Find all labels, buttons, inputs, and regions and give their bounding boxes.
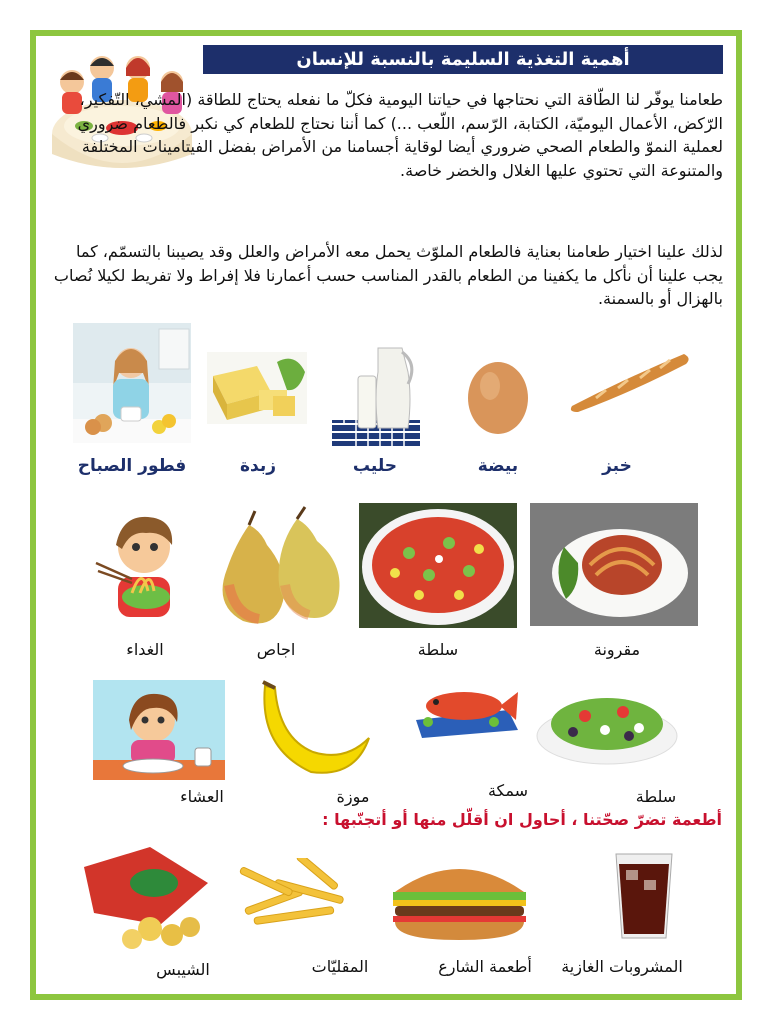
label-lunch: الغداء bbox=[126, 640, 164, 659]
label-breakfast: فطور الصباح bbox=[77, 456, 187, 476]
french-fries-photo bbox=[234, 858, 366, 930]
macaroni-plate-photo bbox=[530, 503, 698, 626]
egg-photo bbox=[464, 354, 532, 436]
page-title: أهمية التغذية السليمة بالنسبة للإنسان bbox=[203, 45, 723, 74]
intro-paragraph: طعامنا يوفّر لنا الطّاقة التي نحتاجها في حياتنا اليومية فكلّ ما نفعله يحتاج للطاقة (المشي، التّفكير، الرّكض، الأعمال اليوميّة، الكتابة، الرّسم، اللّعب ...) كما أننا نحتاج للطعام كي نكبر فالطعام ضروري لعملية النموّ والطعام الصحي ضروري أيضا لوقاية أجسامنا من الأمراض بفضل الفيتامينات المختلفة والمتنوعة التي تحتوي عليها الغلال والخضر خاصة. bbox=[77, 90, 723, 180]
label-macaroni: مقرونة bbox=[593, 640, 641, 659]
label-milk: حليب bbox=[352, 456, 398, 476]
label-butter: زبدة bbox=[239, 456, 277, 476]
label-street-food: أطعمة الشارع bbox=[438, 957, 532, 976]
chips-bag-illustration bbox=[80, 843, 215, 951]
breakfast-girl-photo bbox=[73, 323, 191, 443]
girl-eating-dinner-illustration bbox=[93, 680, 225, 780]
milk-photo bbox=[328, 338, 424, 450]
label-banana: موزة bbox=[336, 787, 370, 806]
label-fried-food: المقليّات bbox=[311, 957, 369, 976]
label-bread: خبز bbox=[602, 456, 632, 476]
label-pears: اجاص bbox=[256, 640, 296, 659]
label-fish: سمكة bbox=[487, 781, 529, 800]
butter-photo bbox=[207, 352, 307, 424]
label-dinner: العشاء bbox=[180, 787, 224, 806]
label-egg: بيضة bbox=[477, 456, 519, 476]
unhealthy-foods-heading: أطعمة تضرّ صحّتنا ، أحاول ان أقلّل منها أو أتجنّبها : bbox=[322, 810, 722, 829]
label-salad-bowl: سلطة bbox=[417, 640, 459, 659]
advice-paragraph: لذلك علينا اختيار طعامنا بعناية فالطعام الملوّث يحمل معه الأمراض والعلل وقد يصيبنا بالتسمّم، كما يجب علينا أن نأكل ما يكفينا من الطعام بالقدر المناسب حسب أعمارنا فلا إفراط ولا تفريط لكيلا نُصاب بالهزال أو بالسمنة. bbox=[53, 242, 723, 308]
banana-illustration bbox=[255, 678, 373, 780]
label-chips: الشيبس bbox=[156, 960, 210, 979]
fish-dish-illustration bbox=[408, 680, 520, 742]
burger-photo bbox=[387, 852, 532, 942]
vegetable-salad-bowl-photo bbox=[359, 503, 517, 628]
label-soft-drinks: المشروبات الغازية bbox=[561, 957, 683, 976]
boy-eating-noodles-illustration bbox=[92, 505, 192, 629]
mixed-salad-plate-photo bbox=[535, 680, 680, 768]
label-salad-plate: سلطة bbox=[635, 787, 677, 806]
pears-photo bbox=[205, 505, 345, 633]
bread-photo bbox=[566, 348, 692, 414]
soda-glass-photo bbox=[610, 850, 678, 942]
